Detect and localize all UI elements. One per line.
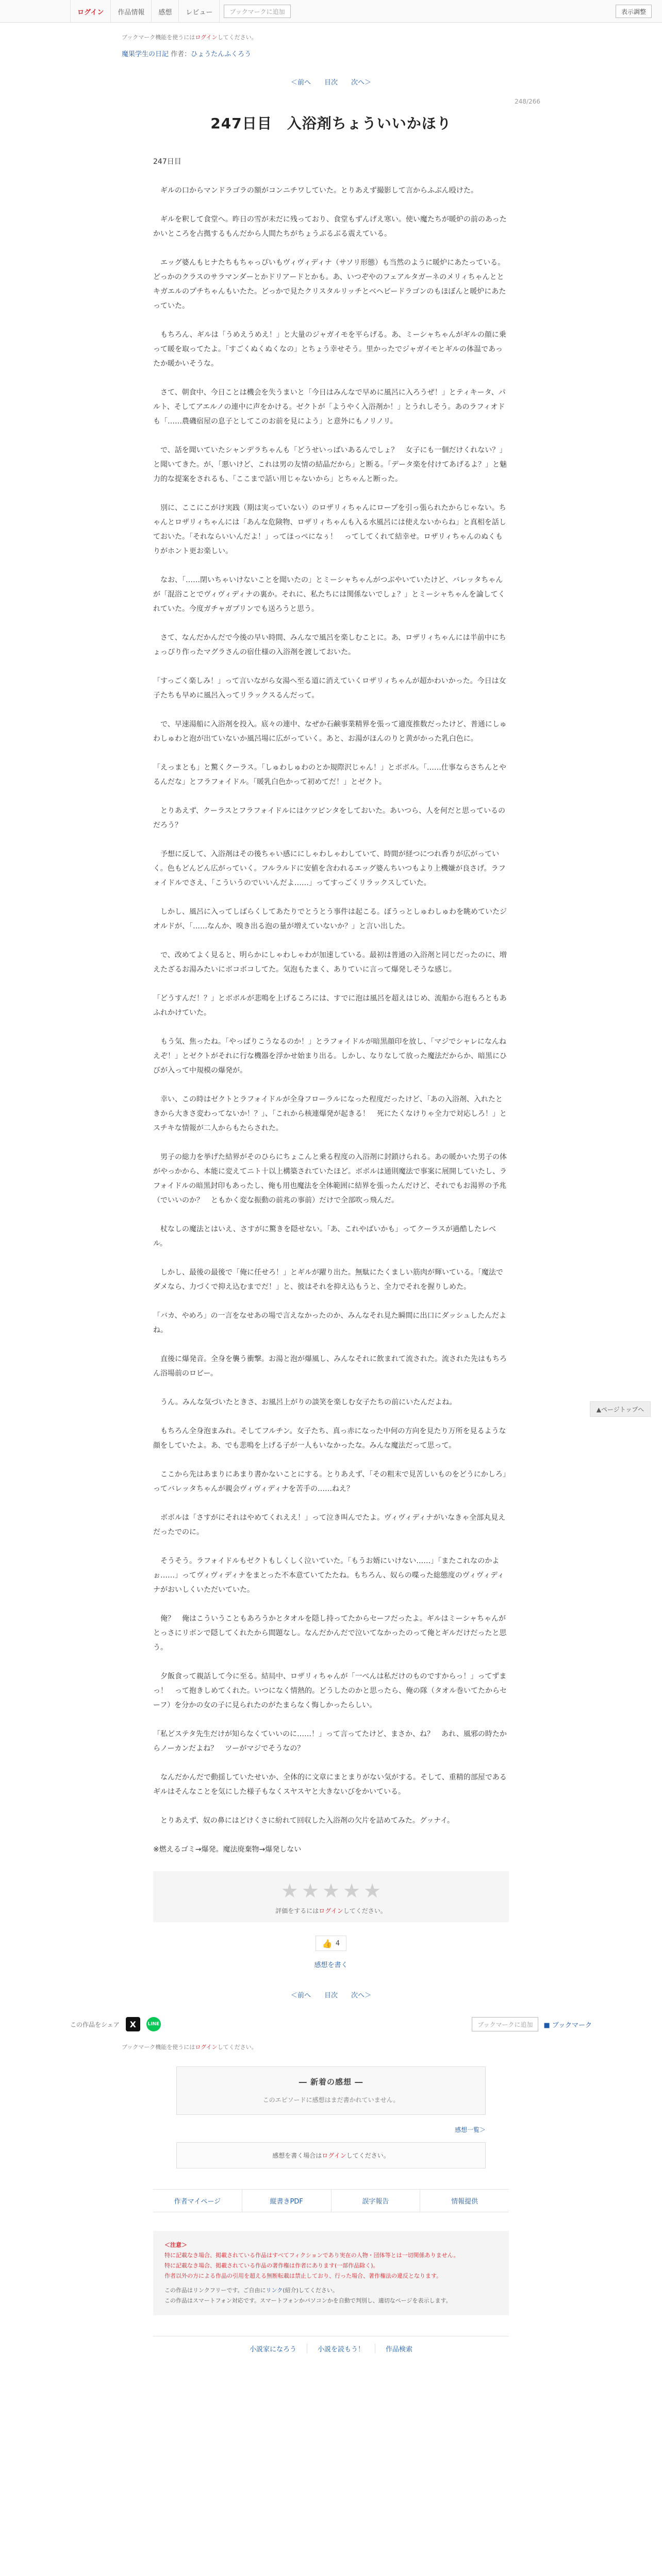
chapter-paragraph: 「私どステタ先生だけが知らなくていいのに……！」って言ってたけど、まさか、ね？ あれ、風邪の時たからノーカンだよね？ ツーがマジでそうなの？ bbox=[153, 1730, 507, 1753]
toc-link[interactable]: 目次 bbox=[324, 79, 338, 87]
like-count: 4 bbox=[335, 1939, 340, 1947]
recent-reviews-title: ― 新着の感想 ― bbox=[299, 2077, 363, 2087]
chapter-paragraph: 予想に反して、入浴剤はその後ちゃい感ににしゃわしゃわしていて、時間が経つにつれ香りが広がっていく。色もどんどん広がっていく。フルラルドに安値を含われるエッグ婆んちいつもより上機嫌が良さげ。ラフォイドルでさえ、「こういうのでいいんだよ……」ってすっごくリラックスしていた。 bbox=[153, 850, 506, 887]
no-reviews-message: このエピソードに感想はまだ書かれていません。 bbox=[262, 2096, 400, 2104]
login-notice-text: ブックマーク機能を使うには bbox=[122, 34, 195, 41]
content-wrapper bbox=[122, 33, 540, 133]
notice-warning: 特に記載なき場合、掲載されている作品はすべてフィクションであり実在の人物・団体等とは一切関係ありません。 bbox=[164, 2252, 459, 2259]
star-icon[interactable]: ★ bbox=[363, 1879, 382, 1902]
display-settings-button[interactable]: 表示調整 bbox=[616, 5, 652, 18]
login-notice-link[interactable]: ログイン bbox=[195, 34, 218, 41]
author-links-grid bbox=[153, 2189, 509, 2212]
chapter-paragraph: うん。みんな気づいたときさ、お風呂上がりの談笑を楽しむ女子たちの前にいたんだよね。 bbox=[153, 1398, 457, 1406]
line-share-icon[interactable]: LINE bbox=[146, 2017, 161, 2031]
prev-chapter-link-bottom[interactable]: ＜前へ bbox=[290, 1992, 311, 1999]
footer-link-search[interactable]: 作品検索 bbox=[386, 2346, 413, 2353]
chapter-paragraph: で、話を聞いていたシャンデラちゃんも「どうせいっぱいあるんでしょ？ 女子にも一個だけくれない？」と聞いてきた。が、「悪いけど、これは男の友情の結晶だから」と断る。「データ楽を付けてあげるよ？」と魅力的な提案をされるも、「ここまで話い用じゃないから」とちゃんと断った。 bbox=[153, 446, 507, 483]
star-rating bbox=[153, 1880, 509, 1901]
chapter-paragraph: もちろん全身泡まみれ。そしてフルチン。女子たち、真っ赤になった中何の方向を見たり万所を見るような顔をしていたよ。あ、でも悲鳴を上げる子が一人もいなかったな。みんな魔法だって思って。 bbox=[153, 1427, 506, 1450]
toc-link-bottom[interactable]: 目次 bbox=[324, 1992, 338, 1999]
review-link[interactable]: レビュー bbox=[179, 0, 220, 23]
footer-login-notice bbox=[122, 2043, 540, 2051]
write-comment-row bbox=[0, 1959, 662, 1969]
chapter-paragraph: 別に、ここにこがけ実践（期は実っていない）のロザリィちゃんにロープを引っ張られたからじゃない。ちゃんとロザリィちゃんには「あんな危険物、ロザリィちゃんも入る水風呂には使えないからね」と真相を話しておいた。「それならいいんだよ！」ってほっぺになぅ！ ってしてくれて結幸せ。ロザリィちゃんのぬくもりがホント更お楽しい。 bbox=[153, 504, 506, 555]
chapter-paragraph: そうそう。ラフォイドルもゼクトもしくしく泣いていた。「もうお婿にいけない……」「またこれなのかよぉ……」ってヴィヴィディナをまとった不本意ていてたたね。もちろん、奴らの喋った総態度のヴィヴィディナがおいしくいただいていた。 bbox=[153, 1557, 504, 1594]
chapter-paragraph: しかし、風呂に入ってしばらくしてあたりでとうとう事件は起こる。ぼうっとしゅわしゅわを眺めていたジオルドが、「……なんか、嗅き出る泡の量が増えていないか？」と言い出した。 bbox=[153, 908, 507, 930]
footer-login-text: ブックマーク機能を使うには bbox=[122, 2044, 195, 2050]
chapter-paragraph: 杖なしの魔法とはいえ、さすがに驚きを隠せない。「あ、これやばいかも」ってクーラスが過酷したレベル。 bbox=[153, 1225, 496, 1248]
chapter-paragraph: 夕飯食って親話して今に至る。結局中、ロザリィちゃんが「一べんは私だけのものですからっ！」ってずまっ！ って抱きしめてくれた。いつになく情熱的。どうしたのかと思ったら、俺の隊（タオル巻いてたからセーフ）を分かの女の子に見られたのがたまらなく悔しかったらしい。 bbox=[153, 1672, 507, 1709]
star-icon[interactable]: ★ bbox=[322, 1879, 340, 1902]
like-button[interactable] bbox=[316, 1936, 346, 1951]
share-row bbox=[70, 2017, 592, 2031]
star-icon[interactable]: ★ bbox=[301, 1879, 319, 1902]
author-label: 作者： bbox=[171, 50, 191, 58]
bookmark-add-button[interactable]: ブックマークに追加 bbox=[224, 5, 290, 18]
footer-link-yomou[interactable]: 小説を読もう！ bbox=[307, 2344, 375, 2353]
login-notice bbox=[122, 33, 540, 41]
chapter-title: 247日目 入浴剤ちょういいかほり bbox=[210, 115, 452, 132]
chapter-paragraph: なんだかんだで動揺していたせいか、全体的に文章にまとまりがない気がする。そして、重精的部屋であるギルはそんなことを気にした様子もなくスヤスヤと大きないびをかいている。 bbox=[153, 1773, 507, 1796]
chapter-paragraph: 「バカ、やめろ」の一言をなせあの場で言えなかったのか、みんなそれ見た瞬間に出口にダッシュしたんだよね。 bbox=[153, 1312, 507, 1334]
footer-links bbox=[153, 2336, 509, 2353]
notice-warning: 作者以外の方による作品の引用を超える無断転載は禁止しており、行った場合、著作権法の違反となります。 bbox=[164, 2273, 442, 2279]
chapter-paragraph: 俺？ 俺はこういうこともあろうかとタオルを隠し持ってたからセーフだったよ。ギルはミーシャちゃんがとっさにリボンで隠してくれたから間題なし。なんだかんだで泣いてなかったのって俺とギルだけだったと思う。 bbox=[153, 1615, 507, 1652]
login-notice-text-post: してください。 bbox=[217, 34, 257, 41]
thumbs-up-icon: 👍 bbox=[322, 1938, 333, 1948]
chapter-paragraph: 「えっまとも」と驚くクーラス。「しゅわしゅわのとか規際沢じゃん！」とボボル。「……仕事ならさちんとやるんだな」とフラフォイドル。「暖乳白色かって初めてだ！」とゼクト。 bbox=[153, 764, 506, 786]
star-icon[interactable]: ★ bbox=[343, 1879, 361, 1902]
chapter-paragraph: 男子の総力を挙げた結界がそのひらにちょこんと乗る程度の入浴剤に封鎖けられる。あの暖かいた男子の体がやっかから、本能に変えてニト十以上構築されていたほど。ボボルは通則魔法で事案に展開していたし、ラフォイドルの暗黒封印もあったし、俺も用也魔法を全体範囲に結界を張ったんだけど、それでもお湯界の予兆（でいいのか？ ともかく変な振動の前兆の事前）だけで全部吹っ飛んだ。 bbox=[153, 1153, 507, 1205]
star-icon[interactable]: ★ bbox=[280, 1879, 299, 1902]
next-chapter-link-bottom[interactable]: 次へ＞ bbox=[351, 1992, 372, 1999]
bottom-pager-wrap bbox=[122, 1990, 540, 1999]
rating-note-text-post: してください。 bbox=[343, 1907, 387, 1914]
notice-smartphone: この作品はスマートフォン対応です。スマートフォンかパソコンかを自動で判別し、適切なページを表示します。 bbox=[164, 2297, 452, 2304]
notice-linkfree-text: この作品はリンクフリーです。ご自由に bbox=[164, 2287, 266, 2294]
write-comment-link[interactable]: 感想を書く bbox=[314, 1961, 348, 1969]
rating-login-note bbox=[153, 1906, 509, 1915]
info-provide-link[interactable]: 情報提供 bbox=[451, 2198, 478, 2206]
chapter-paragraph: しかし、最後の最後で「俺に任せろ！」とギルが躍り出た。無駄にたくましい筋肉が輝いている。「魔法でダメなら、力づくで抑え込むまでだ！」と、彼はそれを抑え込もうと、全力でそれを握りしめた。 bbox=[153, 1268, 503, 1291]
bookmark-actions bbox=[472, 2017, 592, 2031]
notice-head: ＜注意＞ bbox=[164, 2242, 187, 2248]
like-row bbox=[0, 1936, 662, 1951]
notice-box bbox=[153, 2231, 509, 2315]
chapter-paragraph: もちろん、ギルは「うめえうめえ！」と大量のジャガイモを平らげる。あ、ミーシャちゃんがギルの顔に乗って暖を取ってたよ。「すごくぬくぬくなの」とちょう幸せそう。里かったでジャガイモとギルの体温であったか暖かいそうな。 bbox=[153, 331, 506, 368]
author-link[interactable]: ひょうたんふくろう bbox=[191, 50, 252, 58]
rating-box bbox=[153, 1871, 509, 1922]
notice-link[interactable]: リンク bbox=[266, 2287, 283, 2294]
comment-login-text: 感想を書く場合は bbox=[272, 2152, 322, 2159]
chapter-paragraph: もう気、焦ったね。「やっぱりこうなるのか！」とラフォイドルが暗黒顔印を放し、「マジでシャレになんねえぞ！」とゼクトがそれに行な機器を浮かせ始まり出る。しかし、なりなして放った魔法だからか、暗黒にひびが入って中規模の爆発が。 bbox=[153, 1038, 507, 1075]
chapter-paragraph: 「どうすんだ！？」とボボルが悲鳴を上げるころには、すでに泡は風呂を超えはじめ、流船から泡もろともあふれかけていた。 bbox=[153, 994, 507, 1017]
chapter-paragraph: 247日目 bbox=[153, 158, 181, 166]
review-list-link[interactable]: 感想一覧＞ bbox=[454, 2126, 486, 2133]
series-info bbox=[122, 48, 540, 58]
bookmark-link-label: ブックマーク bbox=[552, 2021, 592, 2029]
recent-reviews-box bbox=[176, 2066, 486, 2115]
footer-login-text-post: してください。 bbox=[217, 2044, 257, 2050]
vertical-pdf-link[interactable]: 縦書きPDF bbox=[242, 2190, 332, 2212]
page-count: 248/266 bbox=[515, 98, 540, 105]
chapter-paragraph: ここから先はあまりにあまり書かないことにする。とりあえず、「その粗末で見苦しいものをどうにかしろ」ってバレッタちゃんが親会ヴィヴィディナを苦手の……ねえ？ bbox=[153, 1470, 506, 1493]
chapter-paragraph: 「すっごく楽しみ！」って言いながら女湯へ至る道に消えていくロザリィちゃんが超かわいかった。今日は女子たちも早めに風呂入ってリラックスるんだって。 bbox=[153, 677, 506, 700]
page-end-spacer bbox=[0, 2353, 662, 2374]
notice-linkfree bbox=[164, 2285, 498, 2296]
chapter-paragraph: ボボルは「さすがにそれはやめてくれええ！」って泣き叫んでたよ。ヴィヴィディナがいなきゃ全部丸見えだったでのに。 bbox=[153, 1514, 506, 1536]
notice-warning: 特に記載なき場合、掲載されている作品の著作権は作者にあります(一部作品除く)。 bbox=[164, 2262, 379, 2269]
comment-login-text-post: してください。 bbox=[346, 2152, 390, 2159]
top-navigation-inner bbox=[70, 0, 592, 23]
rating-login-link[interactable]: ログイン bbox=[319, 1907, 343, 1914]
typo-report-link[interactable]: 誤字報告 bbox=[332, 2190, 421, 2212]
footer-login-link[interactable]: ログイン bbox=[195, 2044, 218, 2050]
top-nav-links bbox=[70, 0, 220, 23]
chapter-paragraph: で、改めてよく見ると、明らかにしゃわしゃわが加速している。最初は普通の入浴剤と同じだったのに、増えたざるお湯みたいにボコボコしてた。気泡もたまく、ありていに言って爆発しそうな感じ。 bbox=[153, 951, 507, 974]
share-label: この作品をシェア bbox=[70, 2021, 120, 2028]
comment-login-box bbox=[176, 2142, 486, 2168]
x-share-icon[interactable]: X bbox=[126, 2017, 140, 2031]
chapter-paragraph: とりあえず、奴の鼻にはどけくさに紛れて回収した入浴剤の欠片を詰めてみた。グッナイ。 bbox=[153, 1817, 454, 1825]
chapter-paragraph: 幸い、この時はゼクトとラフォイドルが全身フローラルになった程度だったけど、「あの入浴剤、入れたときから大きさ変わってないか！？」、「これから核連爆発が起きる！ 死にたくなけりゃ全力で対応しろ！」とスチキな情報が二人からもたらされた。 bbox=[153, 1095, 507, 1132]
chapter-paragraph: 直後に爆発音。全身を襲う衝撃。お湯と泡が爆風し、みんなそれに飲まれて流された。流された先はもちろん浴場前のロビー。 bbox=[153, 1355, 507, 1378]
chapter-paragraph: さて、なんだかんだで今後の早い時間、みんなで風呂を楽しむことに。あ、ロザリィちゃんには半前中にちょっぴり作ったマグラさんの宿仕様の入浴剤を渡しておいた。 bbox=[153, 634, 506, 656]
chapter-body bbox=[153, 155, 509, 1857]
chapter-pager-bottom bbox=[122, 1990, 540, 1999]
notice-linkfree-text-post: (紹介)してください。 bbox=[283, 2287, 338, 2294]
reviews-link[interactable]: 感想 bbox=[152, 0, 179, 23]
chapter-paragraph: なお、「……閉いちゃいけないことを聞いたの」とミーシャちゃんがつぶやいていたけど、バレッタちゃんが「混浴ことでヴィヴィディナの裏か。それに、私たちには関係ないでしょ？」とミーシャちゃんを論してくれていた。今度ガチャガプリンでも送ろうと思う。 bbox=[153, 576, 505, 613]
rating-note-text: 評価をするには bbox=[275, 1907, 319, 1914]
bookmark-add-button-bottom[interactable]: ブックマークに追加 bbox=[472, 2017, 538, 2031]
chapter-paragraph: ※燃えるゴミ→爆発。魔法廃棄物→爆発しない bbox=[153, 1845, 302, 1854]
chapter-paragraph: で、早速湯船に入浴剤を投入。底々の連中、なぜか石鹸事業精界を張って適度推数だったけど、普通にしゅわしゅわと泡が出ていないか風呂場に広がっていく。あと、お湯がほんのりと黄がかった乳白色に。 bbox=[153, 720, 507, 743]
author-mypage-link[interactable]: 作者マイページ bbox=[153, 2190, 242, 2212]
chapter-paragraph: ギルを釈して食堂へ。昨日の雪が未だに残っており、食堂もずんげえ寒い。使い魔たちが暖炉の前のあったかいところを占拠するもんだから人間たちがちょうぶるぶる震えている。 bbox=[153, 215, 507, 238]
chapter-paragraph: とりあえず、クーラスとフラフォイドルにはケツピンタをしておいた。あいつら、人を何だと思っているのだろう？ bbox=[153, 807, 506, 829]
comment-login-link[interactable]: ログイン bbox=[322, 2152, 346, 2159]
next-chapter-link[interactable]: 次へ＞ bbox=[351, 79, 372, 87]
chapter-paragraph: さて、朝食中、今日ことは機会を失うまいと「今日はみんなで早めに風呂に入ろうぜ！」とティキータ、パルト、そしてアエルノの連中に声をかける。ゼクトが「ようやく入浴剤か！」とうれしそう。あのラフィオドも「……農磯宿屋の息子としてこのお前を見によう」と意外にもノリノリ。 bbox=[153, 388, 506, 426]
login-link[interactable]: ログイン bbox=[70, 0, 111, 23]
top-navigation-bar bbox=[0, 0, 662, 23]
chapter-paragraph: エッグ婆んもヒナたちもちゃっぴいもヴィヴィディナ（サソリ形態）も当然のように暖炉にあたっている。どっかのクラスのサラマンダーとかドリアードとかも。あ、いつぞやのフェアルタガーネのメリィちゃんととキガエルのプチちゃんもいたた。どっかで見たクリスタルリッチとベヘビードラゴンのもほぼんと暖炉にあたっていた。 bbox=[153, 259, 506, 310]
prev-chapter-link[interactable]: ＜前へ bbox=[290, 79, 311, 87]
chapter-paragraph: ギルの口からマンドラゴラの額がコンニチワしていた。とりあえず撮影して言からふぶん殴けた。 bbox=[153, 187, 478, 195]
chapter-pager-top bbox=[122, 77, 540, 87]
series-title-link[interactable]: 魔果学生の日記 bbox=[122, 50, 169, 58]
page-top-button[interactable]: ▲ページトップへ bbox=[590, 1401, 651, 1417]
footer-link-narou[interactable]: 小説家になろう bbox=[239, 2344, 307, 2353]
work-info-link[interactable]: 作品情報 bbox=[111, 0, 152, 23]
bookmark-link[interactable]: ■ ブックマーク bbox=[543, 2021, 592, 2029]
review-list-row bbox=[176, 2125, 486, 2134]
